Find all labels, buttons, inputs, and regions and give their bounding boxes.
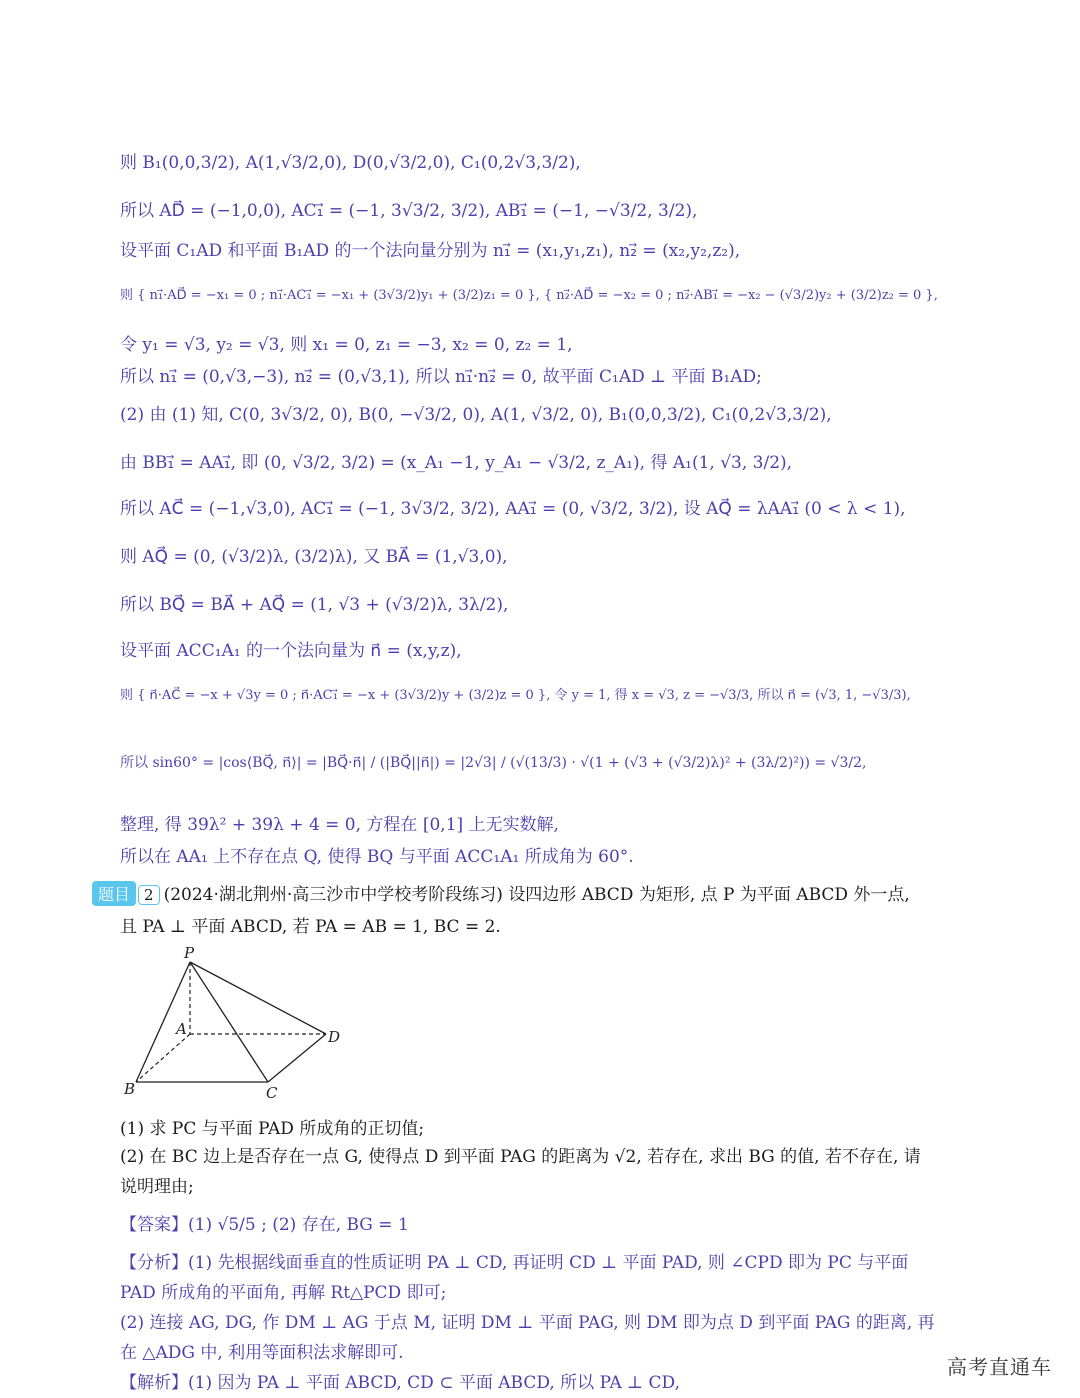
solution-line: 所以 AC⃗ = (−1,√3,0), AC₁⃗ = (−1, 3√3/2, 3/2), AA₁⃗ = (0, √3/2, 3/2), 设 AQ⃗ = λAA₁⃗ (0 < λ < 1), <box>120 499 906 519</box>
problem-header <box>92 880 1020 906</box>
solution-line: (2) 由 (1) 知, C(0, 3√3/2, 0), B(0, −√3/2, 0), A(1, √3/2, 0), B₁(0,0,3/2), C₁(0,2√3,3/2), <box>120 405 832 425</box>
question-2-cont: 说明理由; <box>120 1177 194 1197</box>
solution-line: 则 B₁(0,0,3/2), A(1,√3/2,0), D(0,√3/2,0), C₁(0,2√3,3/2), <box>120 153 581 173</box>
solution-line: 则 AQ⃗ = (0, (√3/2)λ, (3/2)λ), 又 BA⃗ = (1,√3,0), <box>120 547 508 567</box>
watermark: 高考直通车 <box>947 1355 1052 1379</box>
solution-label: 【解析】 <box>120 1373 188 1393</box>
problem-number: 2 <box>138 885 160 905</box>
solution-line: 所以 AD⃗ = (−1,0,0), AC₁⃗ = (−1, 3√3/2, 3/2), AB₁⃗ = (−1, −√3/2, 3/2), <box>120 201 698 221</box>
analysis-line <box>120 1248 1020 1273</box>
solution-line: 所以 BQ⃗ = BA⃗ + AQ⃗ = (1, √3 + (√3/2)λ, 3λ/2), <box>120 595 509 615</box>
question-1: (1) 求 PC 与平面 PAD 所成角的正切值; <box>120 1119 425 1139</box>
label-a: A <box>176 1020 187 1038</box>
solution-line: 设平面 C₁AD 和平面 B₁AD 的一个法向量分别为 n₁⃗ = (x₁,y₁,z₁), n₂⃗ = (x₂,y₂,z₂), <box>120 241 741 261</box>
problem-stem-line2: 且 PA ⊥ 平面 ABCD, 若 PA = AB = 1, BC = 2. <box>120 917 501 937</box>
solution-line: 所以 n₁⃗ = (0,√3,−3), n₂⃗ = (0,√3,1), 所以 n₁⃗·n₂⃗ = 0, 故平面 C₁AD ⊥ 平面 B₁AD; <box>120 367 762 387</box>
answer-label: 【答案】 <box>120 1215 188 1235</box>
problem-source: (2024·湖北荆州·高三沙市中学校考阶段练习) <box>163 885 503 905</box>
solution-line: 整理, 得 39λ² + 39λ + 4 = 0, 方程在 [0,1] 上无实数解, <box>120 815 559 835</box>
label-p: P <box>184 944 195 962</box>
problem-stem: 设四边形 ABCD 为矩形, 点 P 为平面 ABCD 外一点, <box>508 885 910 905</box>
question-2: (2) 在 BC 边上是否存在一点 G, 使得点 D 到平面 PAG 的距离为 √2, 若存在, 求出 BG 的值, 若不存在, 请 <box>120 1147 921 1167</box>
analysis-label: 【分析】 <box>120 1253 188 1273</box>
label-d: D <box>328 1028 341 1046</box>
solution-start-line <box>120 1368 1020 1393</box>
solution-line: 设平面 ACC₁A₁ 的一个法向量为 n⃗ = (x,y,z), <box>120 641 462 661</box>
answer-line <box>120 1210 1020 1235</box>
solution-line: 由 BB₁⃗ = AA₁⃗, 即 (0, √3/2, 3/2) = (x_A₁ −1, y_A₁ − √3/2, z_A₁), 得 A₁(1, √3, 3/2), <box>120 453 793 473</box>
solution-text: (1) 因为 PA ⊥ 平面 ABCD, CD ⊂ 平面 ABCD, 所以 PA ⊥ CD, <box>188 1373 680 1393</box>
analysis-line-4: 在 △ADG 中, 利用等面积法求解即可. <box>120 1343 404 1363</box>
solution-line: 所以在 AA₁ 上不存在点 Q, 使得 BQ 与平面 ACC₁A₁ 所成角为 60°. <box>120 847 634 867</box>
label-c: C <box>266 1084 278 1102</box>
solution-line: 所以 sin60° = |cos⟨BQ⃗, n⃗⟩| = |BQ⃗·n⃗| / (|BQ⃗||n⃗|) = |2√3| / (√(13/3) · √(1 + (√3 + (√3/2)λ)² + (3λ/2)²)) = √3/2, <box>120 755 867 771</box>
solution-line: 令 y₁ = √3, y₂ = √3, 则 x₁ = 0, z₁ = −3, x₂ = 0, z₂ = 1, <box>120 335 573 355</box>
solution-line: 则 { n⃗·AC⃗ = −x + √3y = 0 ; n⃗·AC₁⃗ = −x + (3√3/2)y + (3/2)z = 0 }, 令 y = 1, 得 x = √3, z = −√3/3, 所以 n⃗ = (√3, 1, −√3/3), <box>120 688 911 703</box>
analysis-line-2: PAD 所成角的平面角, 再解 Rt△PCD 即可; <box>120 1283 447 1303</box>
analysis-line-3: (2) 连接 AG, DG, 作 DM ⊥ AG 于点 M, 证明 DM ⊥ 平面 PAG, 则 DM 即为点 D 到平面 PAG 的距离, 再 <box>120 1313 935 1333</box>
analysis-text: (1) 先根据线面垂直的性质证明 PA ⊥ CD, 再证明 CD ⊥ 平面 PAD, 则 ∠CPD 即为 PC 与平面 <box>188 1253 909 1273</box>
answer-text: (1) √5/5 ; (2) 存在, BG = 1 <box>188 1215 409 1235</box>
solution-line: 则 { n₁⃗·AD⃗ = −x₁ = 0 ; n₁⃗·AC₁⃗ = −x₁ + (3√3/2)y₁ + (3/2)z₁ = 0 }, { n₂⃗·AD⃗ = −x₂ = 0 ; n₂⃗·AB₁⃗ = −x₂ − (√3/2)y₂ + (3/2)z₂ = 0 }, <box>120 288 938 303</box>
pyramid-figure <box>118 942 358 1102</box>
problem-tag: 题目 <box>92 881 136 906</box>
label-b: B <box>124 1080 136 1098</box>
